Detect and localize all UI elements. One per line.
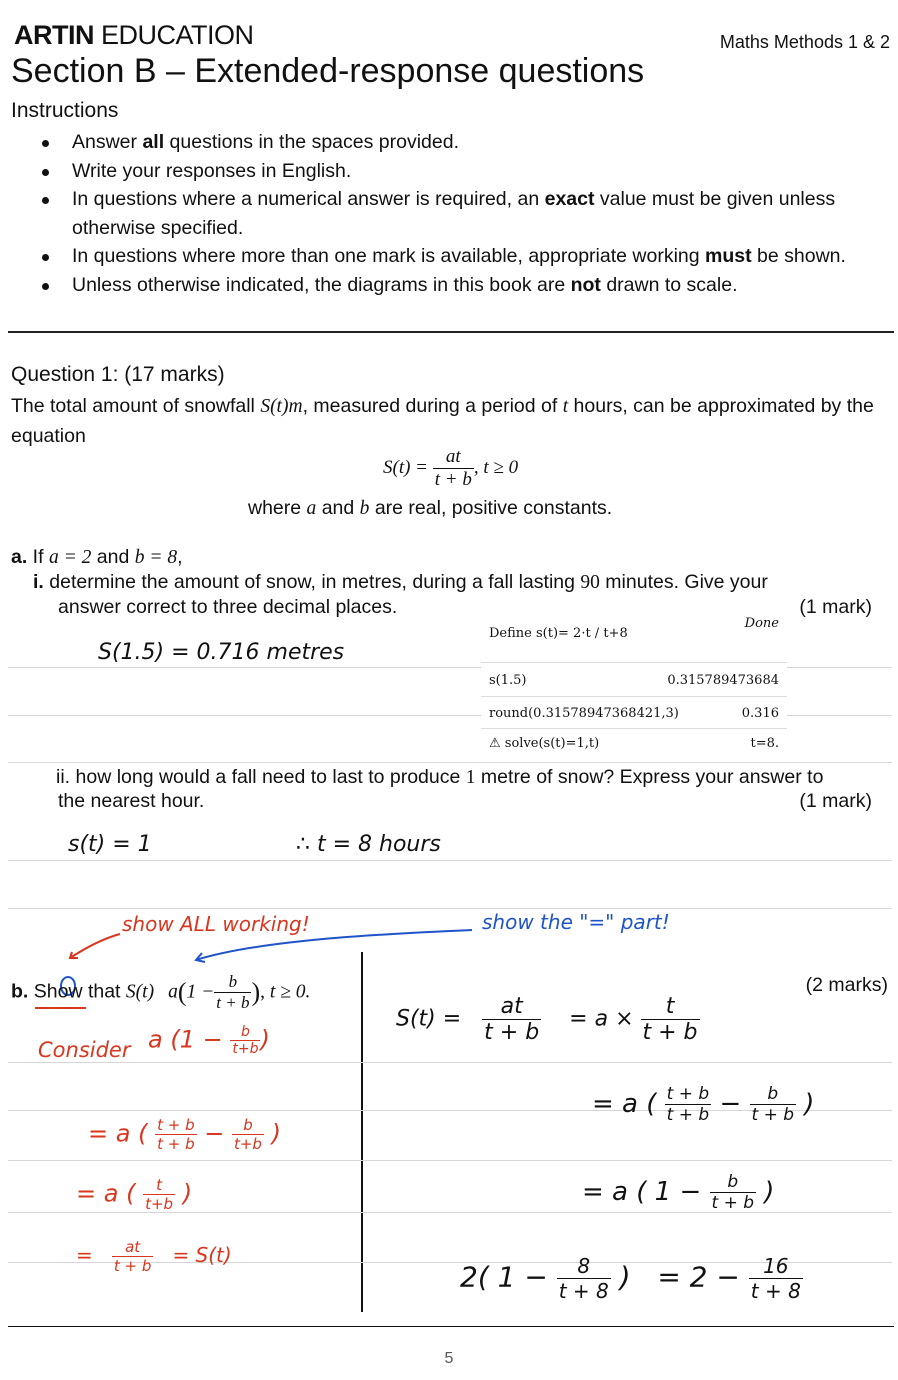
handwritten-answer-ii-left: s(t) = 1 [68,832,152,857]
calc-row: round(0.31578947368421,3) 0.316 [481,698,787,729]
brand-rest: EDUCATION [94,20,254,50]
handwritten-answer-i: S(1.5) = 0.716 metres [98,640,345,665]
blue-arrow-icon [196,930,472,960]
snowfall-equation: S(t) = $\frac{at}{t + b}$ , t ≥ 0 [383,446,519,490]
calc-row: Define s(t)= 2·t / t+8 Done [481,604,787,663]
handwritten-answer-ii-right: ∴ t = 8 hours [296,832,441,857]
proof-line-4: 2( 1 − $\frac{8}{t + 8}$ ) = 2 − $\frac{16}{t + 8}$ [460,1254,801,1303]
subject-label: Maths Methods 1 & 2 [719,32,890,52]
instructions-heading: Instructions [11,99,119,122]
teacher-note-working: show ALL working! [122,912,310,936]
teacher-note-equals: show the "=" part! [482,910,670,934]
proof-line-3: = a ( 1 − $\frac{b}{t + b}$ ) [582,1172,775,1213]
section-title: Section B – Extended-response questions [11,52,645,90]
answer-line [8,1062,892,1063]
working-line-1: a (1 − $\frac{b}{t+b}$ ) [148,1024,270,1057]
red-arrow-icon [70,934,120,958]
part-a-heading: a. If a = 2 and b = 8, [11,546,183,568]
part-i-text-cont: answer correct to three decimal places. [58,596,398,618]
proof-line-2: = a ( $\frac{t + b}{t + b}$ − $\frac{b}{t + b}$ ) [592,1084,815,1125]
working-line-4: = $\frac{at}{t + b}$ = S(t) [76,1238,232,1275]
working-consider: Consider [38,1038,131,1062]
instruction-item: In questions where more than one mark is available, appropriate working must be shown. [40,242,896,271]
proof-line-1: S(t) = $\frac{at}{t + b}$ = a × $\frac{t}{t + b}$ [396,994,698,1045]
instruction-item: Write your responses in English. [40,157,896,186]
part-ii-marks: (1 mark) [799,790,872,812]
part-b-text: b. Show that S(t) a(1 − $\frac{b}{t + b}$ ), t ≥ 0. [11,972,311,1012]
working-line-2: = a ( $\frac{t + b}{t + b}$ − $\frac{b}{t+b}$ ) [88,1116,281,1153]
brand-bold: ARTIN [14,20,94,50]
part-ii-text: ii. how long would a fall need to last to produce 1 metre of snow? Express your answer to [56,766,824,788]
constants-note: where a and b are real, positive constants. [248,497,613,519]
instruction-item: Answer all questions in the spaces provided. [40,128,896,157]
working-line-3: = a ( $\frac{t}{t+b}$ ) [76,1176,193,1213]
instruction-item: Unless otherwise indicated, the diagrams in this book are not drawn to scale. [40,271,896,300]
part-i-marks: (1 mark) [799,596,872,618]
question-text: The total amount of snowfall S(t)m, measured during a period of t hours, can be approximated by the equation [11,395,874,447]
instruction-item: In questions where a numerical answer is required, an exact value must be given unless otherwise specified. [40,185,896,242]
page-number: 5 [444,1350,454,1367]
calc-row: s(1.5) 0.315789473684 [481,664,787,697]
question-title: Question 1: (17 marks) [11,363,225,386]
part-i-text: i. determine the amount of snow, in metres, during a fall lasting 90 minutes. Give your [33,571,768,593]
bottom-rule [8,1326,894,1327]
part-b-marks: (2 marks) [805,974,888,996]
calc-row: ⚠ solve(s(t)=1,t) t=8. [489,736,779,751]
part-ii-text-cont: the nearest hour. [58,790,205,812]
answer-line [8,1160,892,1161]
